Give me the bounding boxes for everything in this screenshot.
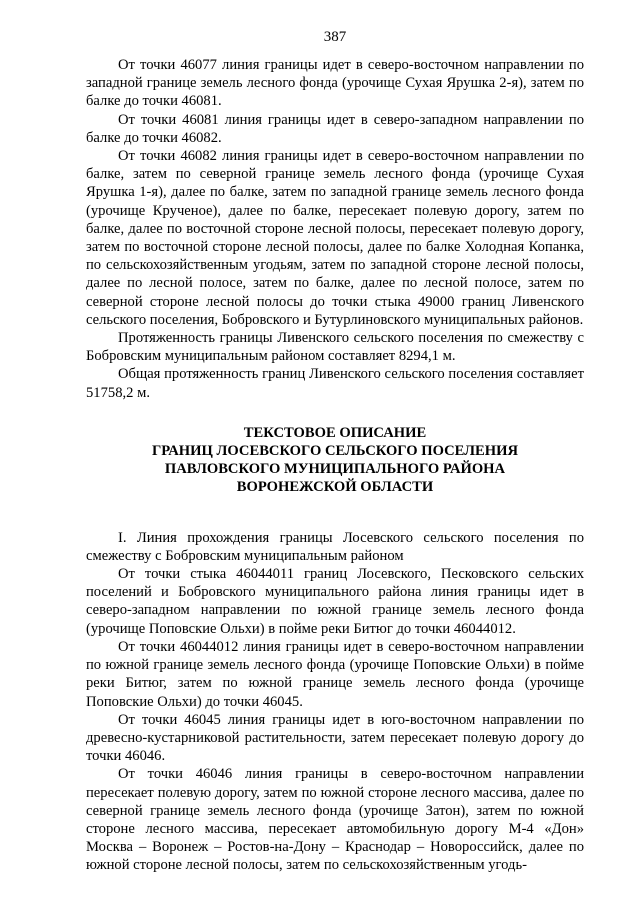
page-number: 387 [323, 29, 347, 45]
paragraph: От точки 46077 линия границы идет в северо-восточном направлении по западной границе земель лесного фонда (урочище Сухая Ярушка 2-я), затем по балке до точки 46081. [86, 57, 584, 110]
text-block-after [86, 529, 584, 875]
paragraph: I. Линия прохождения границы Лосевского сельского поселения по смежеству с Бобровским муниципальным районом [86, 529, 584, 564]
paragraph: Протяженность границы Ливенского сельского поселения по смежеству с Бобровским муниципальным районом составляет 8294,1 м. [86, 330, 584, 365]
paragraph: От точки 46081 линия границы идет в северо-западном направлении по балке до точки 46082. [86, 111, 584, 146]
paragraph: От точки 46044012 линия границы идет в северо-восточном направлении по южной границе земель лесного фонда (урочище Поповские Ольхи) в пойме реки Битюг, затем по южной границе земель лесного фонда (урочище Поповские Ольхи) до точки 46045. [86, 638, 584, 710]
heading-line: ПАВЛОВСКОГО МУНИЦИПАЛЬНОГО РАЙОНА [164, 461, 506, 478]
paragraph: От точки стыка 46044011 границ Лосевского, Песковского сельских поселений и Бобровского муниципального района линия границы идет в северо-западном направлении по южной границе земель лесного фонда (урочище Поповские Ольхи) в пойме реки Битюг до точки 46044012. [86, 566, 584, 637]
heading-line: ГРАНИЦ ЛОСЕВСКОГО СЕЛЬСКОГО ПОСЕЛЕНИЯ [151, 443, 519, 460]
section-heading [86, 424, 584, 497]
heading-line: ТЕКСТОВОЕ ОПИСАНИЕ [243, 424, 427, 441]
paragraph: От точки 46082 линия границы идет в северо-восточном направлении по балке, затем по северной границе земель лесного фонда (урочище Сухая Ярушка 1-я), далее по балке, затем по западной границе земель лесного фонда (урочище Крученое), далее по балке, пересекает полевую дорогу, затем по балке, далее по восточной стороне лесной полосы, пересекает полевую дорогу, затем по восточной стороне лесной полосы, далее по балке Холодная Копанка, по сельскохозяйственным угодьям, затем по западной стороне лесной полосы, далее по лесной полосе, затем по балке, далее по лесной полосе, затем по северной стороне лесной полосы до точки стыка 49000 границ Ливенского сельского поселения, Бобровского и Бутурлиновского муниципальных районов. [86, 148, 584, 328]
heading-line: ВОРОНЕЖСКОЙ ОБЛАСТИ [236, 479, 434, 496]
paragraph: От точки 46046 линия границы в северо-восточном направлении пересекает полевую дорогу, затем по южной стороне лесного массива, далее по северной границе земель лесного фонда (урочище Затон), затем по южной стороне лесного массива, пересекает автомобильную дорогу М-4 «Дон» Москва – Воронеж – Ростов-на-Дону – Краснодар – Новороссийск, далее по южной стороне лесной полосы, затем по сельскохозяйственным угодь- [86, 766, 584, 874]
paragraph: Общая протяженность границ Ливенского сельского поселения составляет 51758,2 м. [86, 366, 584, 401]
text-block-before [86, 56, 584, 402]
paragraph: От точки 46045 линия границы идет в юго-восточном направлении по древесно-кустарниковой растительности, затем пересекает полевую дорогу до точки 46046. [86, 711, 584, 765]
